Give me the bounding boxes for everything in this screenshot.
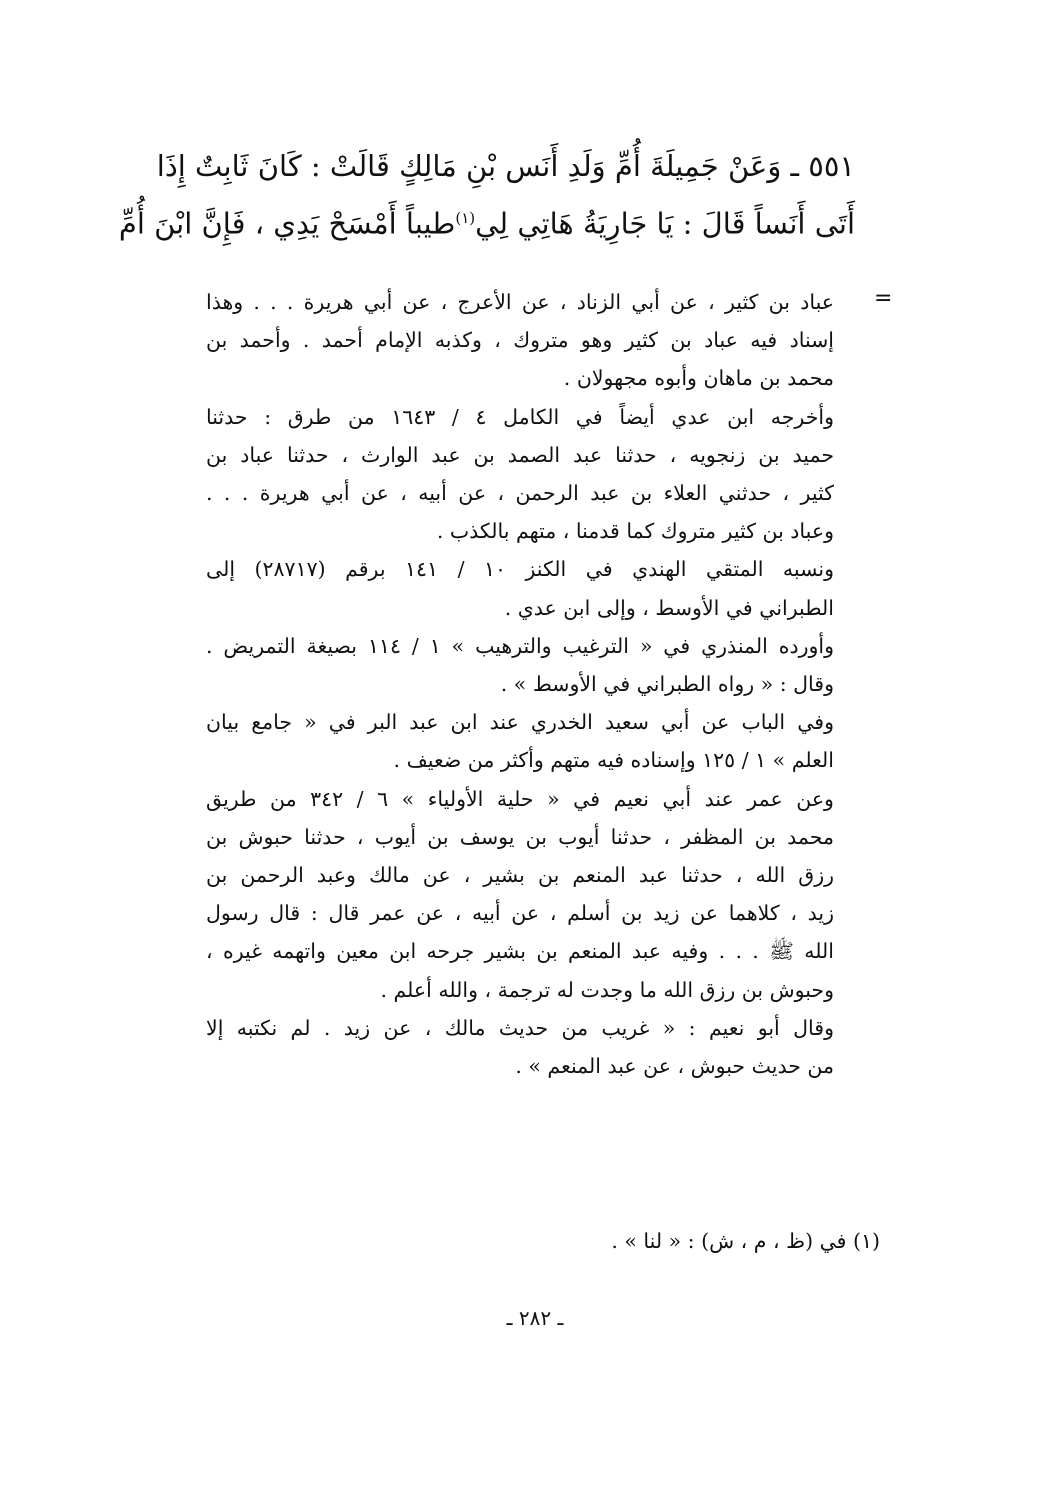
note-line: إسناد فيه عباد بن كثير وهو متروك ، وكذبه الإمام أحمد . وأحمد بن	[206, 328, 834, 353]
commentary-notes	[206, 283, 834, 1085]
hadith-line-1: ٥٥١ ـ وَعَنْ جَمِيلَةَ أُمِّ وَلَدِ أَنَس بْنِ مَالِكٍ قَالَتْ : كَانَ ثَابِتٌ إِذَا	[156, 149, 855, 183]
note-line: وحبوش بن رزق الله ما وجدت له ترجمة ، والله أعلم .	[380, 977, 834, 1002]
note-line: حميد بن زنجويه ، حدثنا عبد الصمد بن عبد الوارث ، حدثنا عباد بن	[206, 442, 834, 467]
note-line: وعن عمر عند أبي نعيم في « حلية الأولياء » ٦ / ٣٤٢ من طريق	[206, 786, 834, 811]
note-line: كثير ، حدثني العلاء بن عبد الرحمن ، عن أبيه ، عن أبي هريرة . . .	[206, 481, 834, 506]
page-number: ـ ٢٨٢ ـ	[506, 1306, 564, 1330]
note-line: وأورده المنذري في « الترغيب والترهيب » ١ / ١١٤ بصيغة التمريض .	[206, 633, 834, 658]
note-line: زيد ، كلاهما عن زيد بن أسلم ، عن أبيه ، عن عمر قال : قال رسول	[206, 901, 834, 926]
hadith-text	[118, 140, 855, 250]
note-line: عباد بن كثير ، عن أبي الزناد ، عن الأعرج ، عن أبي هريرة . . . وهذا	[206, 290, 834, 314]
note-line: وقال أبو نعيم : « غريب من حديث مالك ، عن زيد . لم نكتبه إلا	[206, 1015, 834, 1040]
note-line: من حديث حبوش ، عن عبد المنعم » .	[515, 1054, 834, 1079]
continuation-mark: =	[874, 286, 893, 311]
note-line: محمد بن ماهان وأبوه مجهولان .	[563, 366, 834, 391]
note-line: ونسبه المتقي الهندي في الكنز ١٠ / ١٤١ برقم (٢٨٧١٧) إلى	[206, 557, 834, 582]
hadith-line-2-part-b: طيباً أَمْسَحْ يَدِي ، فَإِنَّ ابْنَ أُمِّ	[118, 206, 456, 241]
note-line: محمد بن المظفر ، حدثنا أيوب بن يوسف بن أيوب ، حدثنا حبوش بن	[206, 824, 834, 849]
note-line: وعباد بن كثير متروك كما قدمنا ، متهم بالكذب .	[436, 519, 834, 544]
hadith-line-2	[118, 192, 855, 250]
footnote-marker: (١)	[455, 209, 476, 227]
footnote: (١) في (ظ ، م ، ش) : « لنا » .	[611, 1229, 880, 1253]
note-line: رزق الله ، حدثنا عبد المنعم بن بشير ، عن مالك وعبد الرحمن بن	[206, 863, 834, 888]
note-line: وأخرجه ابن عدي أيضاً في الكامل ٤ / ١٦٤٣ من طرق : حدثنا	[206, 404, 834, 429]
note-line: الله ﷺ . . . وفيه عبد المنعم بن بشير جرحه ابن معين واتهمه غيره ،	[206, 939, 834, 964]
hadith-line-2-part-a: أَتَى أَنَساً قَالَ : يَا جَارِيَةُ هَاتِي لِي	[475, 206, 855, 241]
note-line: وقال : « رواه الطبراني في الأوسط » .	[500, 672, 834, 697]
note-line: وفي الباب عن أبي سعيد الخدري عند ابن عبد البر في « جامع بيان	[206, 710, 834, 735]
note-line: الطبراني في الأوسط ، وإلى ابن عدي .	[504, 595, 834, 620]
note-line: العلم » ١ / ١٢٥ وإسناده فيه متهم وأكثر من ضعيف .	[393, 748, 834, 773]
